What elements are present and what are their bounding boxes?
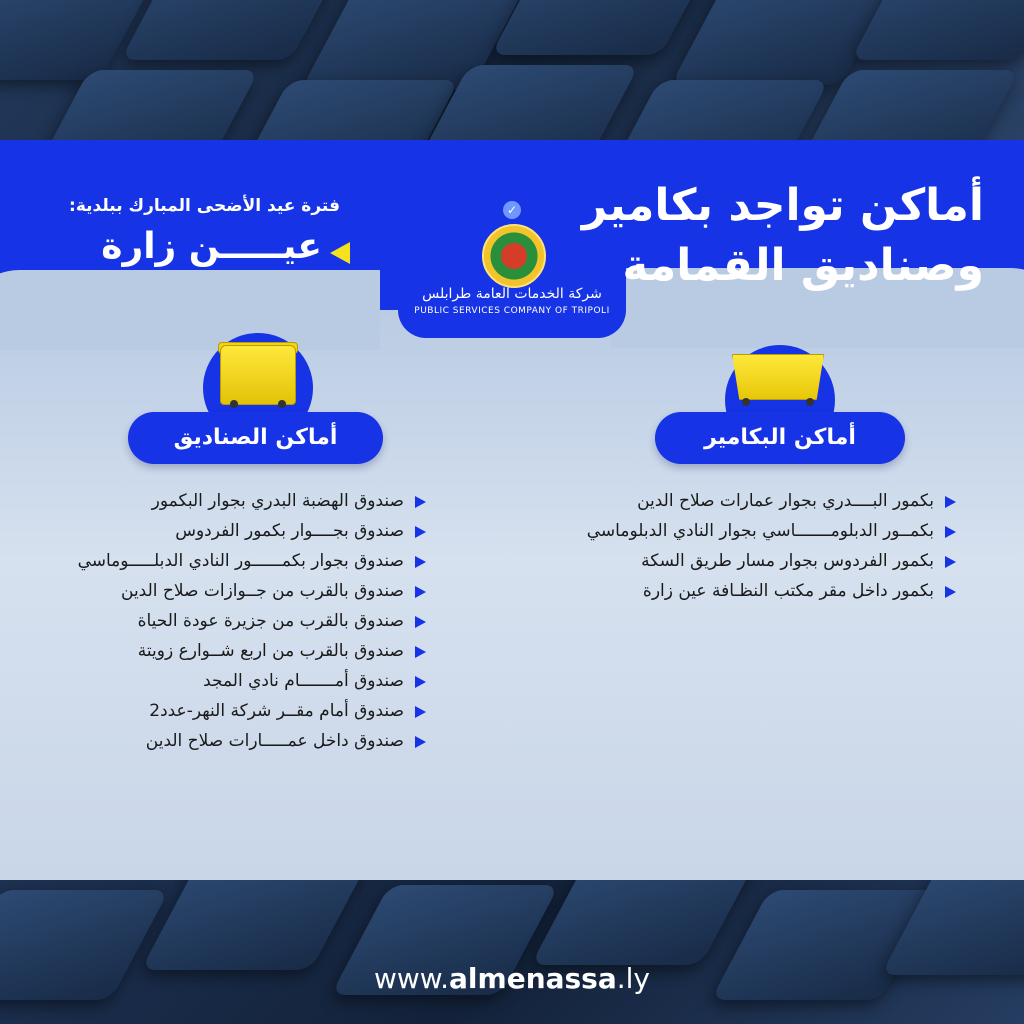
list-item: بكمــور الدبلومـــــــاسي بجوار النادي الدبلوماسي (566, 516, 956, 546)
boxes-list (76, 486, 426, 756)
boxes-section-label: أماكن الصناديق (128, 412, 383, 464)
bullet-icon (415, 646, 426, 658)
list-item: صندوق أمـــــــام نادي المجد (76, 666, 426, 696)
containers-section-label: أماكن البكامير (655, 412, 905, 464)
bullet-icon (945, 556, 956, 568)
list-item: صندوق بجــــوار بكمور الفردوس (76, 516, 426, 546)
company-name-arabic: شركة الخدمات العامة طرابلس (422, 286, 602, 302)
bullet-icon (945, 496, 956, 508)
page-title-line2: وصناديق القمامة (622, 240, 984, 291)
containers-list (566, 486, 956, 606)
bullet-icon (415, 706, 426, 718)
list-item: بكمور الفردوس بجوار مسار طريق السكة (566, 546, 956, 576)
period-label: فترة عيد الأضحى المبارك ببلدية: (69, 196, 340, 216)
background-bottom (0, 880, 1024, 1024)
municipality-name: عيـــــن زارة (101, 226, 322, 267)
company-name-english: PUBLIC SERVICES COMPANY OF TRIPOLI (414, 306, 610, 316)
verified-check-icon: ✓ (503, 201, 521, 219)
dumpster-icon (732, 354, 824, 400)
arrow-left-icon (330, 242, 350, 264)
bullet-icon (415, 676, 426, 688)
bullet-icon (415, 586, 426, 598)
website-url[interactable]: www.almenassa.ly (374, 962, 650, 995)
bullet-icon (415, 496, 426, 508)
list-item: صندوق أمام مقــر شركة النهر-عدد2 (76, 696, 426, 726)
list-item: صندوق بالقرب من جزيرة عودة الحياة (76, 606, 426, 636)
background-top (0, 0, 1024, 150)
bullet-icon (415, 556, 426, 568)
list-item: صندوق داخل عمـــــارات صلاح الدين (76, 726, 426, 756)
bullet-icon (945, 586, 956, 598)
bullet-icon (415, 616, 426, 628)
bullet-icon (945, 526, 956, 538)
list-item: صندوق بالقرب من جــوازات صلاح الدين (76, 576, 426, 606)
list-item: صندوق بجوار بكمــــــور النادي الدبلـــــوماسي (76, 546, 426, 576)
bullet-icon (415, 526, 426, 538)
list-item: بكمور البــــدري بجوار عمارات صلاح الدين (566, 486, 956, 516)
list-item: بكمور داخل مقر مكتب النظـافة عين زارة (566, 576, 956, 606)
list-item: صندوق الهضبة البدري بجوار البكمور (76, 486, 426, 516)
list-item: صندوق بالقرب من اربع شــوارع زويتة (76, 636, 426, 666)
page-title-line1: أماكن تواجد بكامير (581, 180, 984, 231)
trash-bin-icon (220, 345, 296, 405)
company-seal-logo (482, 224, 546, 288)
bullet-icon (415, 736, 426, 748)
